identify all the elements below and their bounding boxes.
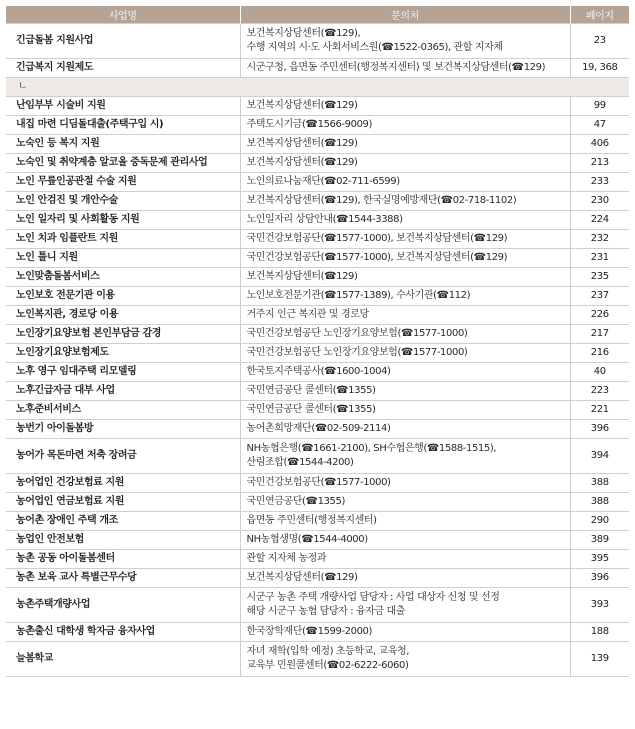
contact-info bbox=[240, 420, 570, 439]
contact-line: 보건복지상담센터(☎129) bbox=[246, 157, 358, 168]
contact-info bbox=[240, 363, 570, 382]
contact-info bbox=[240, 192, 570, 211]
page-number: 231 bbox=[570, 249, 629, 268]
table-row bbox=[6, 325, 629, 344]
table-row bbox=[6, 531, 629, 550]
page-number: 223 bbox=[570, 382, 629, 401]
table-row bbox=[6, 211, 629, 230]
page-number: 188 bbox=[570, 623, 629, 642]
service-name: 난임부부 시술비 지원 bbox=[6, 97, 240, 116]
contact-line: 국민건강보험공단(☎1577-1000) bbox=[246, 477, 391, 488]
contact-info bbox=[240, 97, 570, 116]
service-name: 노인 일자리 및 사회활동 지원 bbox=[6, 211, 240, 230]
contact-line: 국민연금공단(☎1355) bbox=[246, 496, 345, 507]
service-name: 농촌출신 대학생 학자금 융자사업 bbox=[6, 623, 240, 642]
contact-line: 한국토지주택공사(☎1600-1004) bbox=[246, 366, 391, 377]
service-name: 노인 안검진 및 개안수술 bbox=[6, 192, 240, 211]
page-number: 23 bbox=[570, 24, 629, 59]
table-row bbox=[6, 474, 629, 493]
page-number: 233 bbox=[570, 173, 629, 192]
table-row bbox=[6, 116, 629, 135]
contact-line: 주택도시기금(☎1566-9009) bbox=[246, 119, 373, 130]
service-name: 노숙인 등 복지 지원 bbox=[6, 135, 240, 154]
contact-line: 시군구 농촌 주택 개량사업 담당자 : 사업 대상자 신청 및 선정 bbox=[246, 592, 500, 603]
contact-line: 국민건강보험공단 노인장기요양보험(☎1577-1000) bbox=[246, 347, 468, 358]
table-header bbox=[6, 6, 629, 24]
table-row bbox=[6, 512, 629, 531]
contact-line: 해당 시군구 농협 담당자 : 융자금 대출 bbox=[246, 606, 406, 617]
header-service-name: 사업명 bbox=[6, 6, 240, 24]
contact-info bbox=[240, 439, 570, 474]
page-number: 216 bbox=[570, 344, 629, 363]
page-number: 139 bbox=[570, 642, 629, 677]
service-name: 노인복지관, 경로당 이용 bbox=[6, 306, 240, 325]
contact-line: 보건복지상담센터(☎129), bbox=[246, 28, 361, 39]
table-row bbox=[6, 192, 629, 211]
contact-info bbox=[240, 493, 570, 512]
service-name: 노후준비서비스 bbox=[6, 401, 240, 420]
service-name: 농어가 목돈마련 저축 장려금 bbox=[6, 439, 240, 474]
table-row bbox=[6, 401, 629, 420]
table-row bbox=[6, 439, 629, 474]
contact-info bbox=[240, 173, 570, 192]
contact-line: 관할 지자체 농정과 bbox=[246, 553, 327, 564]
contact-line: 보건복지상담센터(☎129) bbox=[246, 572, 358, 583]
contact-line: 노인의료나눔재단(☎02-711-6599) bbox=[246, 176, 400, 187]
table-row bbox=[6, 135, 629, 154]
contact-info bbox=[240, 24, 570, 59]
service-name: 농촌주택개량사업 bbox=[6, 588, 240, 623]
contact-info bbox=[240, 401, 570, 420]
page-number: 393 bbox=[570, 588, 629, 623]
contact-info bbox=[240, 287, 570, 306]
service-name: 노인맞춤돌봄서비스 bbox=[6, 268, 240, 287]
service-name: 노인보호 전문기관 이용 bbox=[6, 287, 240, 306]
section-label: ㄴ bbox=[6, 78, 629, 97]
contact-info bbox=[240, 569, 570, 588]
table-row bbox=[6, 154, 629, 173]
service-name: 농번기 아이돌봄방 bbox=[6, 420, 240, 439]
service-name: 노인 무릎인공관절 수술 지원 bbox=[6, 173, 240, 192]
header-page: 페이지 bbox=[570, 6, 629, 24]
service-name: 노인 치과 임플란트 지원 bbox=[6, 230, 240, 249]
contact-line: 국민연금공단 콜센터(☎1355) bbox=[246, 385, 376, 396]
page-number: 224 bbox=[570, 211, 629, 230]
page-number: 217 bbox=[570, 325, 629, 344]
page-number: 99 bbox=[570, 97, 629, 116]
service-name: 긴급복지 지원제도 bbox=[6, 59, 240, 78]
table-row bbox=[6, 420, 629, 439]
service-name: 농촌 보육 교사 특별근무수당 bbox=[6, 569, 240, 588]
page-number: 394 bbox=[570, 439, 629, 474]
service-name: 노숙인 및 취약계층 알코올 중독문제 관리사업 bbox=[6, 154, 240, 173]
page-number: 406 bbox=[570, 135, 629, 154]
service-name: 노인장기요양보험제도 bbox=[6, 344, 240, 363]
contact-info bbox=[240, 325, 570, 344]
contact-line: 보건복지상담센터(☎129) bbox=[246, 271, 358, 282]
contact-info bbox=[240, 116, 570, 135]
table-row bbox=[6, 230, 629, 249]
service-name: 노인 틀니 지원 bbox=[6, 249, 240, 268]
table-row bbox=[6, 550, 629, 569]
contact-line: 보건복지상담센터(☎129) bbox=[246, 138, 358, 149]
table-row bbox=[6, 173, 629, 192]
page-number: 19, 368 bbox=[570, 59, 629, 78]
contact-info bbox=[240, 306, 570, 325]
contact-info bbox=[240, 135, 570, 154]
contact-info bbox=[240, 230, 570, 249]
page-number: 226 bbox=[570, 306, 629, 325]
contact-line: 노인보호전문기관(☎1577-1389), 수사기관(☎112) bbox=[246, 290, 471, 301]
contact-info bbox=[240, 211, 570, 230]
table-row bbox=[6, 588, 629, 623]
service-name: 농어업인 건강보험료 지원 bbox=[6, 474, 240, 493]
contact-line: NH농협생명(☎1544-4000) bbox=[246, 534, 368, 545]
header-contact: 문의처 bbox=[240, 6, 570, 24]
page-number: 230 bbox=[570, 192, 629, 211]
page-number: 221 bbox=[570, 401, 629, 420]
page-number: 235 bbox=[570, 268, 629, 287]
table-row bbox=[6, 363, 629, 382]
contact-info bbox=[240, 623, 570, 642]
table-row bbox=[6, 268, 629, 287]
page-number: 40 bbox=[570, 363, 629, 382]
table-row bbox=[6, 59, 629, 78]
contact-line: 시군구청, 읍면동 주민센터(행정복지센터) 및 보건복지상담센터(☎129) bbox=[246, 62, 546, 73]
contact-line: 노인일자리 상담안내(☎1544-3388) bbox=[246, 214, 403, 225]
contact-info bbox=[240, 474, 570, 493]
page-number: 396 bbox=[570, 569, 629, 588]
table-row bbox=[6, 24, 629, 59]
contact-info bbox=[240, 531, 570, 550]
contact-info bbox=[240, 512, 570, 531]
table-row bbox=[6, 382, 629, 401]
contact-line: 국민건강보험공단 노인장기요양보험(☎1577-1000) bbox=[246, 328, 468, 339]
contact-line: 한국장학재단(☎1599-2000) bbox=[246, 626, 373, 637]
contact-line: NH농협은행(☎1661-2100), SH수협은행(☎1588-1515), bbox=[246, 443, 497, 454]
contact-line: 교육부 민원콜센터(☎02-6222-6060) bbox=[246, 660, 409, 671]
service-name: 농촌 공동 아이돌봄센터 bbox=[6, 550, 240, 569]
table-row bbox=[6, 642, 629, 677]
table-row bbox=[6, 569, 629, 588]
service-name: 노인장기요양보험 본인부담금 감경 bbox=[6, 325, 240, 344]
page-number: 388 bbox=[570, 493, 629, 512]
table-row bbox=[6, 287, 629, 306]
contact-line: 자녀 재학(입학 예정) 초등학교, 교육청, bbox=[246, 646, 410, 657]
contact-info bbox=[240, 154, 570, 173]
service-name: 농어촌 장애인 주택 개조 bbox=[6, 512, 240, 531]
page-number: 290 bbox=[570, 512, 629, 531]
table-row bbox=[6, 623, 629, 642]
page-number: 388 bbox=[570, 474, 629, 493]
service-contact-table bbox=[6, 6, 629, 677]
page-number: 232 bbox=[570, 230, 629, 249]
section-divider-row bbox=[6, 78, 629, 97]
table-row bbox=[6, 493, 629, 512]
contact-info bbox=[240, 382, 570, 401]
page-number: 237 bbox=[570, 287, 629, 306]
page-number: 396 bbox=[570, 420, 629, 439]
service-name: 늘봄학교 bbox=[6, 642, 240, 677]
page-number: 47 bbox=[570, 116, 629, 135]
contact-info bbox=[240, 249, 570, 268]
service-name: 농업인 안전보험 bbox=[6, 531, 240, 550]
contact-line: 농어촌희망재단(☎02-509-2114) bbox=[246, 423, 391, 434]
contact-line: 보건복지상담센터(☎129), 한국실명예방재단(☎02-718-1102) bbox=[246, 195, 517, 206]
page-number: 395 bbox=[570, 550, 629, 569]
contact-info bbox=[240, 550, 570, 569]
contact-line: 보건복지상담센터(☎129) bbox=[246, 100, 358, 111]
contact-line: 국민연금공단 콜센터(☎1355) bbox=[246, 404, 376, 415]
service-name: 노후긴급자금 대부 사업 bbox=[6, 382, 240, 401]
contact-line: 거주지 인근 복지관 및 경로당 bbox=[246, 309, 369, 320]
contact-info bbox=[240, 588, 570, 623]
page-number: 389 bbox=[570, 531, 629, 550]
contact-info bbox=[240, 59, 570, 78]
contact-info bbox=[240, 344, 570, 363]
table-row bbox=[6, 306, 629, 325]
contact-line: 읍면동 주민센터(행정복지센터) bbox=[246, 515, 377, 526]
contact-line: 국민건강보험공단(☎1577-1000), 보건복지상담센터(☎129) bbox=[246, 233, 508, 244]
contact-info bbox=[240, 642, 570, 677]
page-number: 213 bbox=[570, 154, 629, 173]
service-name: 노후 영구 임대주택 리모델링 bbox=[6, 363, 240, 382]
contact-line: 수행 지역의 시·도 사회서비스원(☎1522-0365), 관할 지자체 bbox=[246, 42, 503, 53]
contact-info bbox=[240, 268, 570, 287]
service-name: 긴급돌봄 지원사업 bbox=[6, 24, 240, 59]
contact-line: 산림조합(☎1544-4200) bbox=[246, 457, 354, 468]
table-row bbox=[6, 97, 629, 116]
table-row bbox=[6, 249, 629, 268]
service-name: 농어업인 연금보험료 지원 bbox=[6, 493, 240, 512]
contact-line: 국민건강보험공단(☎1577-1000), 보건복지상담센터(☎129) bbox=[246, 252, 508, 263]
table-row bbox=[6, 344, 629, 363]
service-name: 내집 마련 디딤돌대출(주택구입 시) bbox=[6, 116, 240, 135]
